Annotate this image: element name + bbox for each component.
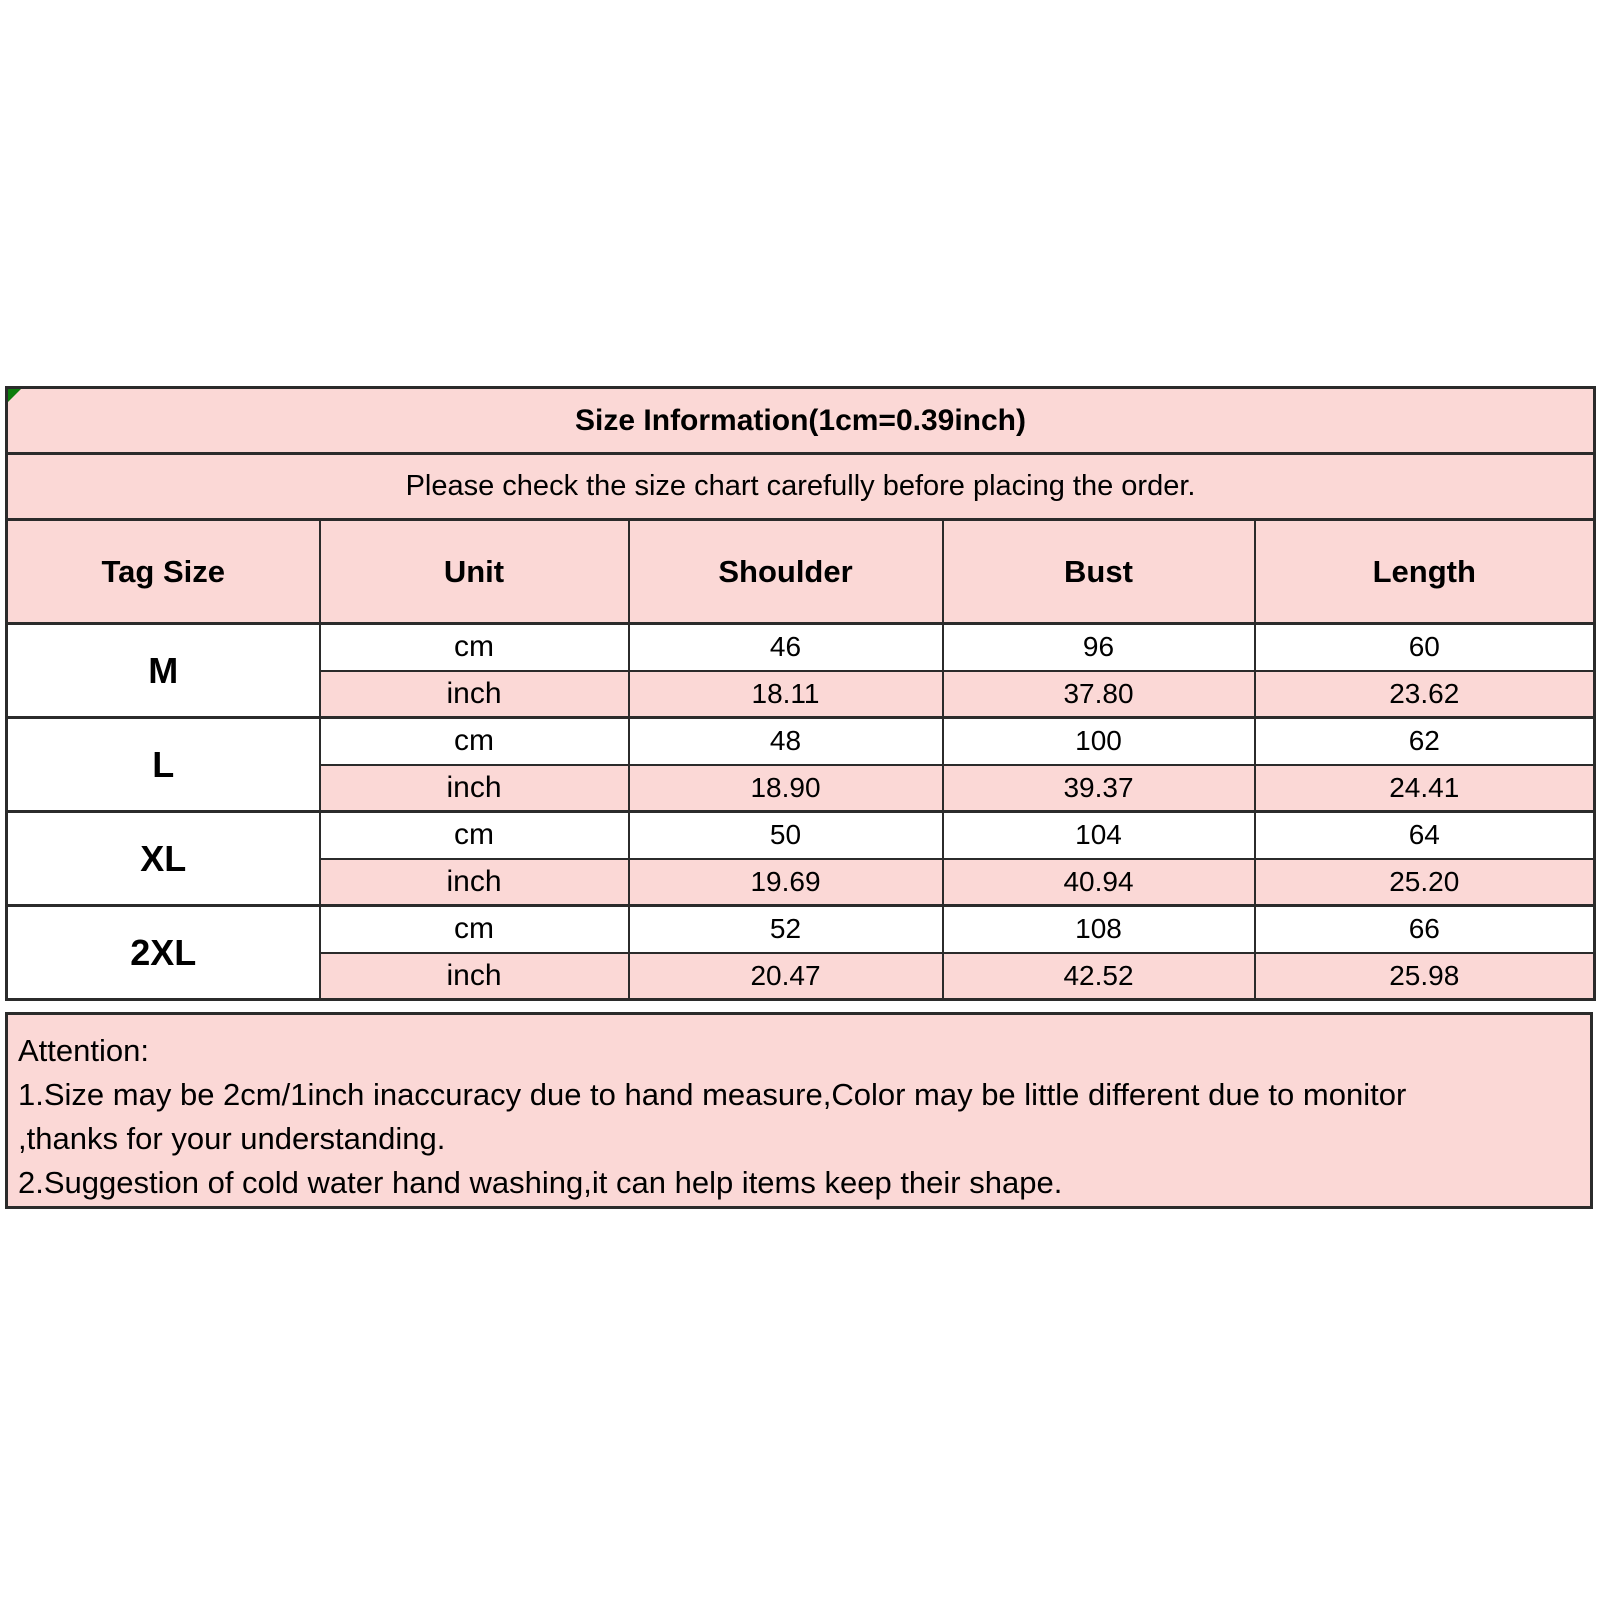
attention-heading: Attention:	[18, 1033, 149, 1068]
l-cm-length: 62	[1255, 718, 1595, 765]
unit-2xl-inch: inch	[320, 953, 629, 1000]
m-inch-shoulder: 18.11	[629, 671, 943, 718]
row-2xl-cm	[7, 906, 1595, 953]
column-header-unit: Unit	[320, 520, 629, 624]
column-header-bust: Bust	[943, 520, 1255, 624]
l-inch-bust: 39.37	[943, 765, 1255, 812]
xl-cm-shoulder: 50	[629, 812, 943, 859]
tag-size-xl: XL	[7, 812, 320, 906]
column-header-tag-size: Tag Size	[7, 520, 320, 624]
m-cm-length: 60	[1255, 624, 1595, 671]
2xl-inch-bust: 42.52	[943, 953, 1255, 1000]
xl-inch-shoulder: 19.69	[629, 859, 943, 906]
xl-inch-bust: 40.94	[943, 859, 1255, 906]
row-xl-cm	[7, 812, 1595, 859]
attention-line-2: ,thanks for your understanding.	[18, 1121, 446, 1156]
table-subtitle-row	[7, 454, 1595, 520]
2xl-inch-length: 25.98	[1255, 953, 1595, 1000]
excel-corner-marker-icon	[8, 389, 21, 402]
2xl-cm-shoulder: 52	[629, 906, 943, 953]
tag-size-2xl: 2XL	[7, 906, 320, 1000]
tag-size-m: M	[7, 624, 320, 718]
size-table	[5, 386, 1596, 1001]
xl-cm-bust: 104	[943, 812, 1255, 859]
xl-cm-length: 64	[1255, 812, 1595, 859]
m-cm-shoulder: 46	[629, 624, 943, 671]
xl-inch-length: 25.20	[1255, 859, 1595, 906]
row-l-cm	[7, 718, 1595, 765]
tag-size-l: L	[7, 718, 320, 812]
column-header-shoulder: Shoulder	[629, 520, 943, 624]
unit-l-cm: cm	[320, 718, 629, 765]
unit-m-cm: cm	[320, 624, 629, 671]
l-cm-shoulder: 48	[629, 718, 943, 765]
attention-line-3: 2.Suggestion of cold water hand washing,it can help items keep their shape.	[18, 1165, 1063, 1200]
unit-l-inch: inch	[320, 765, 629, 812]
2xl-cm-length: 66	[1255, 906, 1595, 953]
column-header-length: Length	[1255, 520, 1595, 624]
table-subtitle: Please check the size chart carefully before placing the order.	[7, 454, 1595, 520]
attention-note	[5, 1012, 1593, 1209]
l-inch-length: 24.41	[1255, 765, 1595, 812]
unit-xl-inch: inch	[320, 859, 629, 906]
l-cm-bust: 100	[943, 718, 1255, 765]
unit-2xl-cm: cm	[320, 906, 629, 953]
l-inch-shoulder: 18.90	[629, 765, 943, 812]
table-title: Size Information(1cm=0.39inch)	[7, 388, 1595, 454]
m-inch-length: 23.62	[1255, 671, 1595, 718]
m-cm-bust: 96	[943, 624, 1255, 671]
table-title-row	[7, 388, 1595, 454]
row-m-cm	[7, 624, 1595, 671]
attention-line-1: 1.Size may be 2cm/1inch inaccuracy due to hand measure,Color may be little different due to monitor	[18, 1077, 1407, 1112]
2xl-cm-bust: 108	[943, 906, 1255, 953]
m-inch-bust: 37.80	[943, 671, 1255, 718]
2xl-inch-shoulder: 20.47	[629, 953, 943, 1000]
table-header-row	[7, 520, 1595, 624]
unit-xl-cm: cm	[320, 812, 629, 859]
unit-m-inch: inch	[320, 671, 629, 718]
